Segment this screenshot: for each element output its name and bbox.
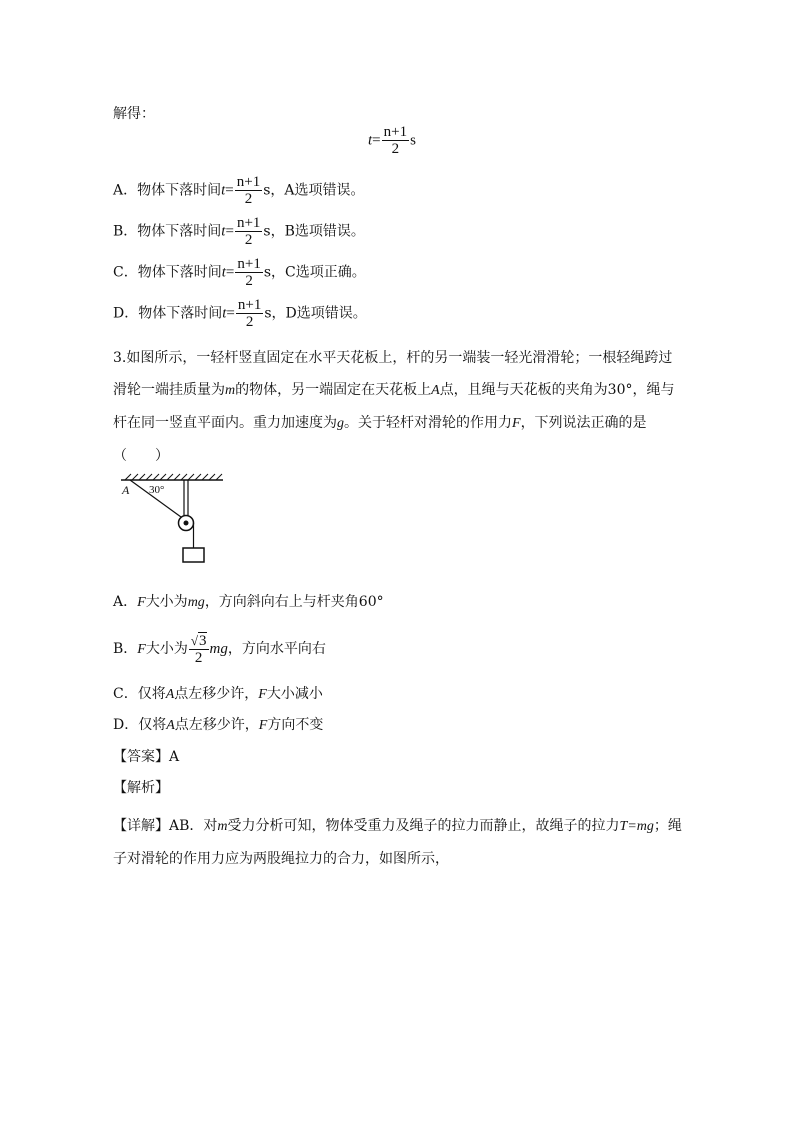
ceiling-hatch: [125, 474, 222, 480]
question-3-text: 3.如图所示，一轻杆竖直固定在水平天花板上，杆的另一端装一轻光滑滑轮；一根轻绳跨过滑轮一端挂质量为m的物体，另一端固定在天花板上A点，且绳与天花板的夹角为30°，绳与杆在同一竖直平面内。重力加速度为g。关于轻杆对滑轮的作用力F，下列说法正确的是 （ ）: [113, 350, 675, 464]
main-formula: t= $\frac{n+1}{2}$ s: [368, 124, 416, 157]
option-a: A．F大小为mg，方向斜向右上与杆夹角60°: [113, 594, 384, 610]
hanging-block: [183, 548, 204, 562]
solve-label: 解得：: [113, 106, 155, 122]
pulley-figure: [113, 470, 228, 574]
fraction: $\frac{n+1}{2}$: [237, 256, 261, 289]
detail-text: 【详解】AB．对m受力分析可知，物体受重力及绳子的拉力而静止，故绳子的拉力T=mg；绳子对滑轮的作用力应为两股绳拉力的合力，如图所示，: [113, 818, 682, 867]
solution-option-a: A．物体下落时间t= $\frac{n+1}{2}$ s，A选项错误。: [113, 174, 365, 207]
sqrt-fraction: $\frac{√3}{2}$: [190, 633, 207, 666]
fraction: $\frac{n+1}{2}$: [383, 124, 408, 157]
option-d: D．仅将A点左移少许，F方向不变: [113, 717, 324, 733]
option-c: C．仅将A点左移少许，F大小减小: [113, 686, 323, 702]
solution-option-d: D．物体下落时间t= $\frac{n+1}{2}$ s，D选项错误。: [113, 297, 367, 330]
angle-label: 30°: [149, 484, 165, 496]
analysis-label: 【解析】: [113, 780, 169, 796]
fraction: $\frac{n+1}{2}$: [237, 297, 262, 330]
point-a-label: A: [122, 483, 130, 497]
option-b: B．F大小为 $\frac{√3}{2}$ mg，方向水平向右: [113, 633, 326, 666]
solution-option-c: C．物体下落时间t= $\frac{n+1}{2}$ s，C选项正确。: [113, 256, 366, 289]
pulley-diagram: [113, 470, 228, 570]
pulley-axle: [184, 521, 189, 526]
radical-sign-icon: √: [190, 633, 198, 648]
solution-option-b: B．物体下落时间t= $\frac{n+1}{2}$ s，B选项错误。: [113, 215, 365, 248]
fraction: $\frac{n+1}{2}$: [236, 215, 261, 248]
fraction: $\frac{n+1}{2}$: [236, 174, 261, 207]
answer-line: 【答案】A: [113, 749, 180, 765]
